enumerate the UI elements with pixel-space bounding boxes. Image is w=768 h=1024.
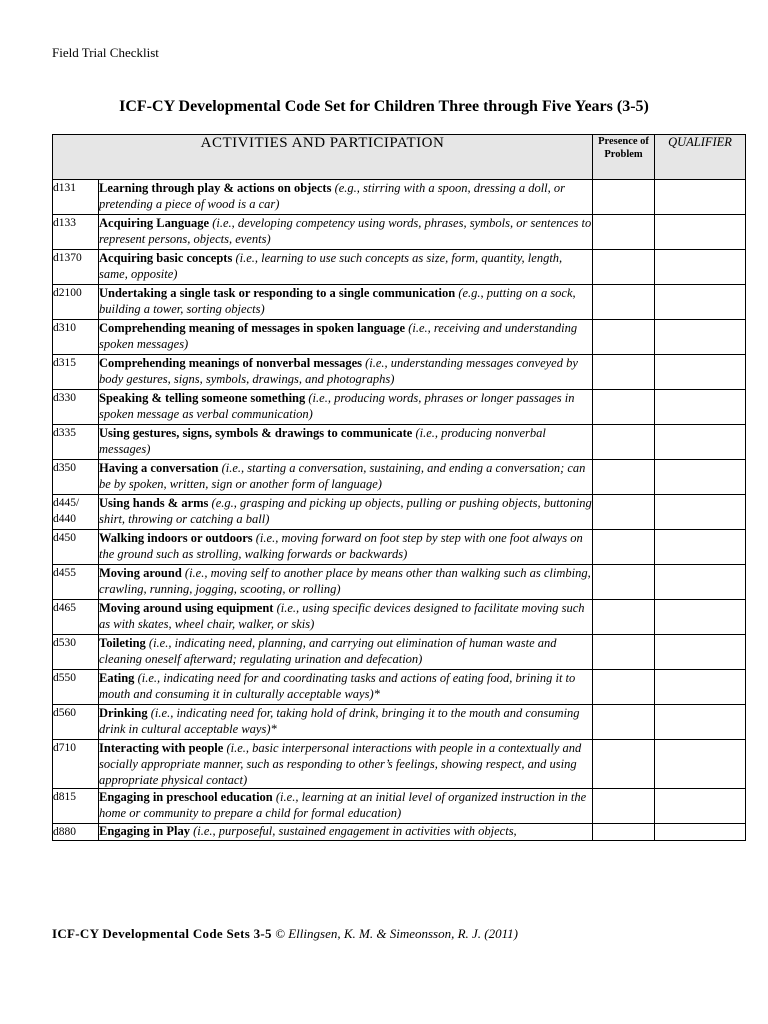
- activity-label: Speaking & telling someone something: [99, 391, 306, 405]
- table-row: [53, 824, 746, 841]
- activity-code: d310: [53, 320, 99, 355]
- presence-of-problem-cell[interactable]: [593, 180, 655, 215]
- table-row: [53, 215, 746, 250]
- presence-of-problem-cell[interactable]: [593, 789, 655, 824]
- activity-code: d880: [53, 824, 99, 841]
- qualifier-cell[interactable]: [655, 565, 746, 600]
- activity-detail: (i.e., indicating need for, taking hold of drink, bringing it to the mouth and consuming drink in cultural acceptable ways)*: [99, 706, 580, 736]
- footer: [52, 926, 518, 942]
- table-row: [53, 355, 746, 390]
- activity-code: d465: [53, 600, 99, 635]
- activity-description: [99, 530, 593, 565]
- activity-detail: (e.g., grasping and picking up objects, pulling or pushing objects, buttoning shirt, throwing or catching a ball): [99, 496, 592, 526]
- qualifier-column-header: QUALIFIER: [655, 135, 746, 180]
- activity-code: d2100: [53, 285, 99, 320]
- activity-code: d710: [53, 740, 99, 789]
- presence-of-problem-cell[interactable]: [593, 670, 655, 705]
- activity-label: Acquiring basic concepts: [99, 251, 233, 265]
- activity-label: Comprehending meaning of messages in spoken language: [99, 321, 406, 335]
- table-row: [53, 670, 746, 705]
- presence-of-problem-cell[interactable]: [593, 390, 655, 425]
- activity-label: Learning through play & actions on objects: [99, 181, 332, 195]
- activity-label: Engaging in preschool education: [99, 790, 273, 804]
- activity-label: Using hands & arms: [99, 496, 209, 510]
- presence-of-problem-cell[interactable]: [593, 600, 655, 635]
- qualifier-cell[interactable]: [655, 740, 746, 789]
- activity-description: [99, 320, 593, 355]
- activity-description: [99, 670, 593, 705]
- activity-code: d450: [53, 530, 99, 565]
- activity-detail: (i.e., purposeful, sustained engagement in activities with objects,: [190, 824, 517, 838]
- activity-description: [99, 390, 593, 425]
- table-row: [53, 285, 746, 320]
- activity-description: [99, 495, 593, 530]
- qualifier-cell[interactable]: [655, 425, 746, 460]
- activity-description: [99, 740, 593, 789]
- activity-detail: (e.g., putting on a sock, building a tower, sorting objects): [99, 286, 576, 316]
- presence-of-problem-cell[interactable]: [593, 250, 655, 285]
- activity-code: d445/ d440: [53, 495, 99, 530]
- activity-description: [99, 180, 593, 215]
- activity-label: Using gestures, signs, symbols & drawings to communicate: [99, 426, 413, 440]
- activity-description: [99, 789, 593, 824]
- table-row: [53, 789, 746, 824]
- presence-of-problem-cell[interactable]: [593, 355, 655, 390]
- presence-of-problem-cell[interactable]: [593, 824, 655, 841]
- activity-description: [99, 250, 593, 285]
- activity-label: Undertaking a single task or responding to a single communication: [99, 286, 456, 300]
- activity-description: [99, 425, 593, 460]
- activity-label: Moving around using equipment: [99, 601, 274, 615]
- activity-code: d330: [53, 390, 99, 425]
- qualifier-cell[interactable]: [655, 824, 746, 841]
- footer-citation: © Ellingsen, K. M. & Simeonsson, R. J. (2011): [271, 926, 518, 941]
- table-row: [53, 460, 746, 495]
- activity-detail: (i.e., moving forward on foot step by step with one foot always on the ground such as strolling, walking forwards or backwards): [99, 531, 583, 561]
- activity-detail: (i.e., understanding messages conveyed by body gestures, signs, symbols, drawings, and photographs): [99, 356, 578, 386]
- activity-code: d560: [53, 705, 99, 740]
- table-row: [53, 635, 746, 670]
- presence-of-problem-cell[interactable]: [593, 320, 655, 355]
- presence-of-problem-cell[interactable]: [593, 740, 655, 789]
- qualifier-cell[interactable]: [655, 600, 746, 635]
- activity-description: [99, 460, 593, 495]
- activity-code: d530: [53, 635, 99, 670]
- table-row: [53, 180, 746, 215]
- activity-label: Moving around: [99, 566, 182, 580]
- activity-code: d133: [53, 215, 99, 250]
- qualifier-cell[interactable]: [655, 180, 746, 215]
- qualifier-cell[interactable]: [655, 355, 746, 390]
- activity-detail: (i.e., basic interpersonal interactions with people in a contextually and socially appropriate manner, such as responding to other’s feelings, showing respect, and using appropriate physical contact): [99, 741, 582, 787]
- table-row: [53, 705, 746, 740]
- table-header-row: [53, 135, 746, 180]
- qualifier-cell[interactable]: [655, 285, 746, 320]
- table-row: [53, 250, 746, 285]
- activity-detail: (i.e., learning to use such concepts as size, form, quantity, length, same, opposite): [99, 251, 563, 281]
- activity-detail: (i.e., developing competency using words, phrases, symbols, or sentences to represent persons, objects, events): [99, 216, 592, 246]
- activity-description: [99, 285, 593, 320]
- activity-description: [99, 824, 593, 841]
- activity-code: d455: [53, 565, 99, 600]
- activity-description: [99, 215, 593, 250]
- activity-code: d350: [53, 460, 99, 495]
- table-row: [53, 740, 746, 789]
- activity-detail: (e.g., stirring with a spoon, dressing a doll, or pretending a piece of wood is a car): [99, 181, 566, 211]
- table-row: [53, 530, 746, 565]
- activity-description: [99, 635, 593, 670]
- activity-detail: (i.e., using specific devices designed to facilitate moving such as with skates, wheel chair, walker, or skis): [99, 601, 585, 631]
- activity-label: Interacting with people: [99, 741, 224, 755]
- activity-detail: (i.e., indicating need for and coordinating tasks and actions of eating food, brining it to mouth and consuming it in culturally acceptable ways)*: [99, 671, 576, 701]
- presence-of-problem-cell[interactable]: [593, 705, 655, 740]
- activity-label: Acquiring Language: [99, 216, 210, 230]
- table-row: [53, 425, 746, 460]
- qualifier-cell[interactable]: [655, 215, 746, 250]
- activity-code: d1370: [53, 250, 99, 285]
- qualifier-cell[interactable]: [655, 635, 746, 670]
- activity-label: Eating: [99, 671, 135, 685]
- activity-label: Walking indoors or outdoors: [99, 531, 253, 545]
- activity-detail: (i.e., moving self to another place by means other than walking such as climbing, crawling, running, jogging, scooting, or rolling): [99, 566, 591, 596]
- header-note: Field Trial Checklist: [52, 45, 159, 60]
- qualifier-cell[interactable]: [655, 320, 746, 355]
- activity-code: d315: [53, 355, 99, 390]
- presence-of-problem-cell[interactable]: [593, 495, 655, 530]
- activity-detail: (i.e., learning at an initial level of organized instruction in the home or community to prepare a child for formal education): [99, 790, 587, 820]
- section-heading: ACTIVITIES AND PARTICIPATION: [53, 135, 593, 180]
- table-row: [53, 320, 746, 355]
- activity-detail: (i.e., producing nonverbal messages): [99, 426, 546, 456]
- table-row: [53, 390, 746, 425]
- activity-code: d335: [53, 425, 99, 460]
- activity-label: Drinking: [99, 706, 148, 720]
- qualifier-cell[interactable]: [655, 460, 746, 495]
- checklist-table: [52, 134, 746, 841]
- activity-detail: (i.e., producing words, phrases or longer passages in spoken message as verbal communication): [99, 391, 575, 421]
- footer-label: ICF-CY Developmental Code Sets 3-5: [52, 926, 272, 941]
- activity-description: [99, 600, 593, 635]
- presence-column-header: Presence of Problem: [593, 135, 655, 180]
- qualifier-cell[interactable]: [655, 250, 746, 285]
- presence-of-problem-cell[interactable]: [593, 635, 655, 670]
- activity-description: [99, 705, 593, 740]
- table-row: [53, 495, 746, 530]
- presence-of-problem-cell[interactable]: [593, 285, 655, 320]
- presence-of-problem-cell[interactable]: [593, 530, 655, 565]
- activity-code: d131: [53, 180, 99, 215]
- presence-of-problem-cell[interactable]: [593, 215, 655, 250]
- presence-of-problem-cell[interactable]: [593, 425, 655, 460]
- presence-of-problem-cell[interactable]: [593, 565, 655, 600]
- activity-label: Engaging in Play: [99, 824, 190, 838]
- presence-of-problem-cell[interactable]: [593, 460, 655, 495]
- document-title: ICF-CY Developmental Code Set for Children Three through Five Years (3-5): [119, 98, 649, 115]
- activity-description: [99, 355, 593, 390]
- qualifier-cell[interactable]: [655, 530, 746, 565]
- table-row: [53, 565, 746, 600]
- table-row: [53, 600, 746, 635]
- qualifier-cell[interactable]: [655, 705, 746, 740]
- qualifier-cell[interactable]: [655, 495, 746, 530]
- activity-description: [99, 565, 593, 600]
- activity-label: Having a conversation: [99, 461, 219, 475]
- activity-code: d550: [53, 670, 99, 705]
- activity-detail: (i.e., indicating need, planning, and carrying out elimination of human waste and cleaning oneself afterward; regulating urination and defecation): [99, 636, 557, 666]
- qualifier-cell[interactable]: [655, 789, 746, 824]
- qualifier-cell[interactable]: [655, 390, 746, 425]
- activity-detail: (i.e., starting a conversation, sustaining, and ending a conversation; can be by spoken, written, sign or another form of language): [99, 461, 586, 491]
- activity-label: Toileting: [99, 636, 146, 650]
- activity-detail: (i.e., receiving and understanding spoken messages): [99, 321, 578, 351]
- qualifier-cell[interactable]: [655, 670, 746, 705]
- activity-code: d815: [53, 789, 99, 824]
- activity-label: Comprehending meanings of nonverbal messages: [99, 356, 362, 370]
